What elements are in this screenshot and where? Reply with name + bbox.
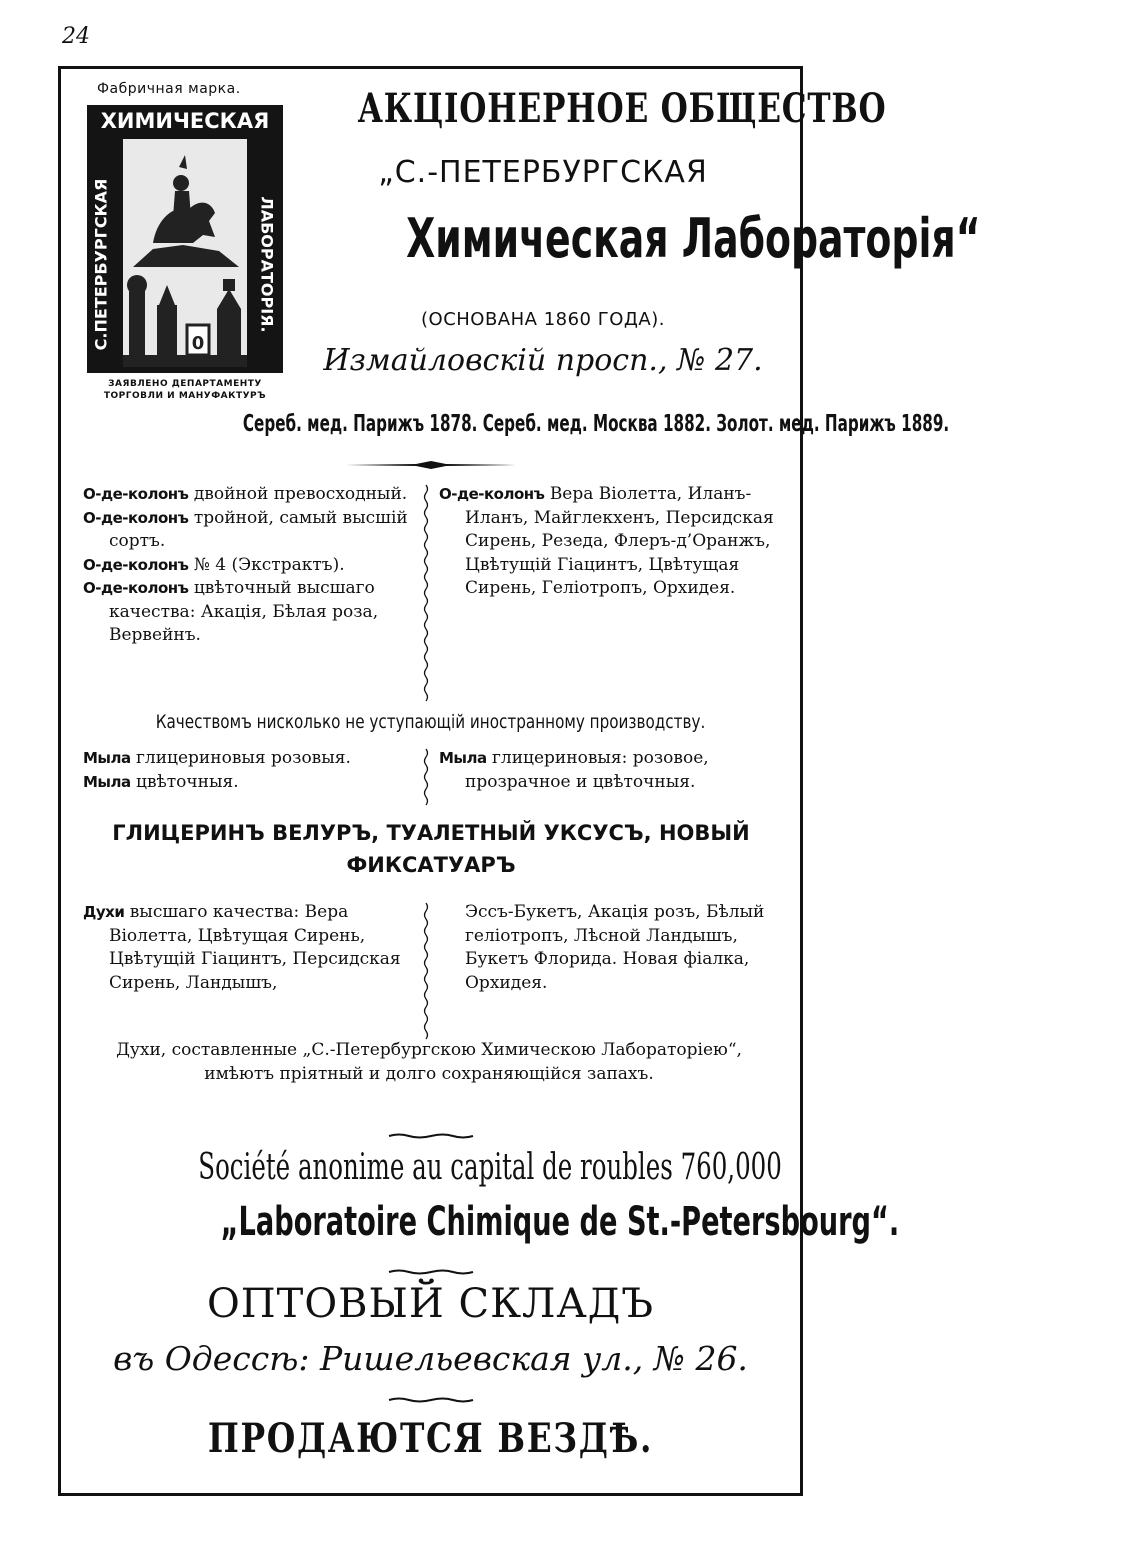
perfume-note: Духи, составленные „С.-Петербургскою Химическою Лабораторіею“, имѣютъ пріятный и долго сохраняющійся запахъ. [116,1040,742,1084]
french-company-line: „Laboratoire Chimique de St.-Petersbourg“. [220,1199,900,1245]
cologne-item: О-де-колонъ тройной, самый высшій сортъ. [83,507,408,551]
cologne-right-column [439,483,779,601]
trademark-caption: Фабричная марка. [97,81,241,97]
horseman-statue-emblem [123,139,247,367]
trademark-registered-line1: ЗАЯВЛЕНО ДЕПАРТАМЕНТУ [108,379,262,389]
soap-item: Мыла цвѣточныя. [83,771,239,792]
perfume-item: Духи высшаго качества: Вера Віолетта, Цвѣтущая Сирень, Цвѣтущій Гіацинтъ, Персидская Сирень, Ландышъ, [83,902,401,993]
company-name-line2: Химическая Лабораторія“ [406,207,981,270]
quality-note: Качествомъ нисколько не уступающій иностранному производству. [155,711,706,733]
cologne-item: О-де-колонъ Вера Віолетта, Иланъ-Иланъ, Майглекхенъ, Персидская Сирень, Резеда, Флеръ-д’Оранжъ, Цвѣтущій Гіацинтъ, Цвѣтущая Сирень, Геліотропъ, Орхидея. [439,484,774,598]
column-separator [423,903,429,1039]
advertisement-frame [58,66,981,1496]
divider-ornament [346,461,516,469]
small-ornament [389,1269,473,1275]
glycerin-heading: ГЛИЦЕРИНЪ ВЕЛУРЪ, ТУАЛЕТНЫЙ УКСУСЪ, НОВЫЙ ФИКСАТУАРЪ [112,821,750,877]
small-ornament [389,1133,473,1139]
founded-year: (ОСНОВАНА 1860 ГОДА). [421,309,665,330]
sold-everywhere: ПРОДАЮТСЯ ВЕЗДѢ. [207,1415,654,1462]
french-capital-line: Société anonime au capital de roubles 760,000 [198,1147,782,1188]
trademark-emblem [87,105,283,373]
company-address: Измайловскій просп., № 27. [323,343,763,378]
warehouse-title: ОПТОВЫЙ СКЛАДЪ [206,1281,655,1327]
cologne-item: О-де-колонъ цвѣточный высшаго качества: Акація, Бѣлая роза, Вервейнъ. [83,578,379,645]
cologne-item: О-де-колонъ № 4 (Экстрактъ). [83,554,345,575]
soap-right-column [439,747,779,794]
soap-left-column [83,747,423,794]
trademark-registered-line2: ТОРГОВЛИ И МАНУФАКТУРЪ [103,391,267,401]
company-name-line1: „С.-ПЕТЕРБУРГСКАЯ [378,155,708,190]
warehouse-address: въ Одессѣ: Ришельевская ул., № 26. [113,1339,748,1378]
trademark-top-label: ХИМИЧЕСКАЯ [100,109,270,133]
column-separator [423,749,429,805]
perfume-item: Эссъ-Букетъ, Акація розъ, Бѣлый геліотропъ, Лѣсной Ландышъ, Букетъ Флорида. Новая фіалка, Орхидея. [465,902,765,993]
soap-item: Мыла глицериновыя розовыя. [83,748,351,768]
trademark-right-label: ЛАБОРАТОРІЯ. [257,196,277,333]
medals-line: Сереб. мед. Парижъ 1878. Сереб. мед. Москва 1882. Золот. мед. Парижъ 1889. [242,411,950,437]
page-number: 24 [62,24,90,49]
column-separator [423,485,429,701]
trademark-left-label: С.ПЕТЕРБУРГСКАЯ [91,178,111,351]
svg-text:0: 0 [191,333,205,354]
small-ornament [389,1397,473,1403]
perfume-left-column [83,901,413,995]
cologne-item: О-де-колонъ двойной превосходный. [83,484,408,504]
perfume-right-column [465,901,775,995]
cologne-left-column [83,483,409,648]
company-type: АКЦІОНЕРНОЕ ОБЩЕСТВО [357,85,887,132]
soap-item: Мыла глицериновыя: розовое, прозрачное и цвѣточныя. [439,748,709,792]
